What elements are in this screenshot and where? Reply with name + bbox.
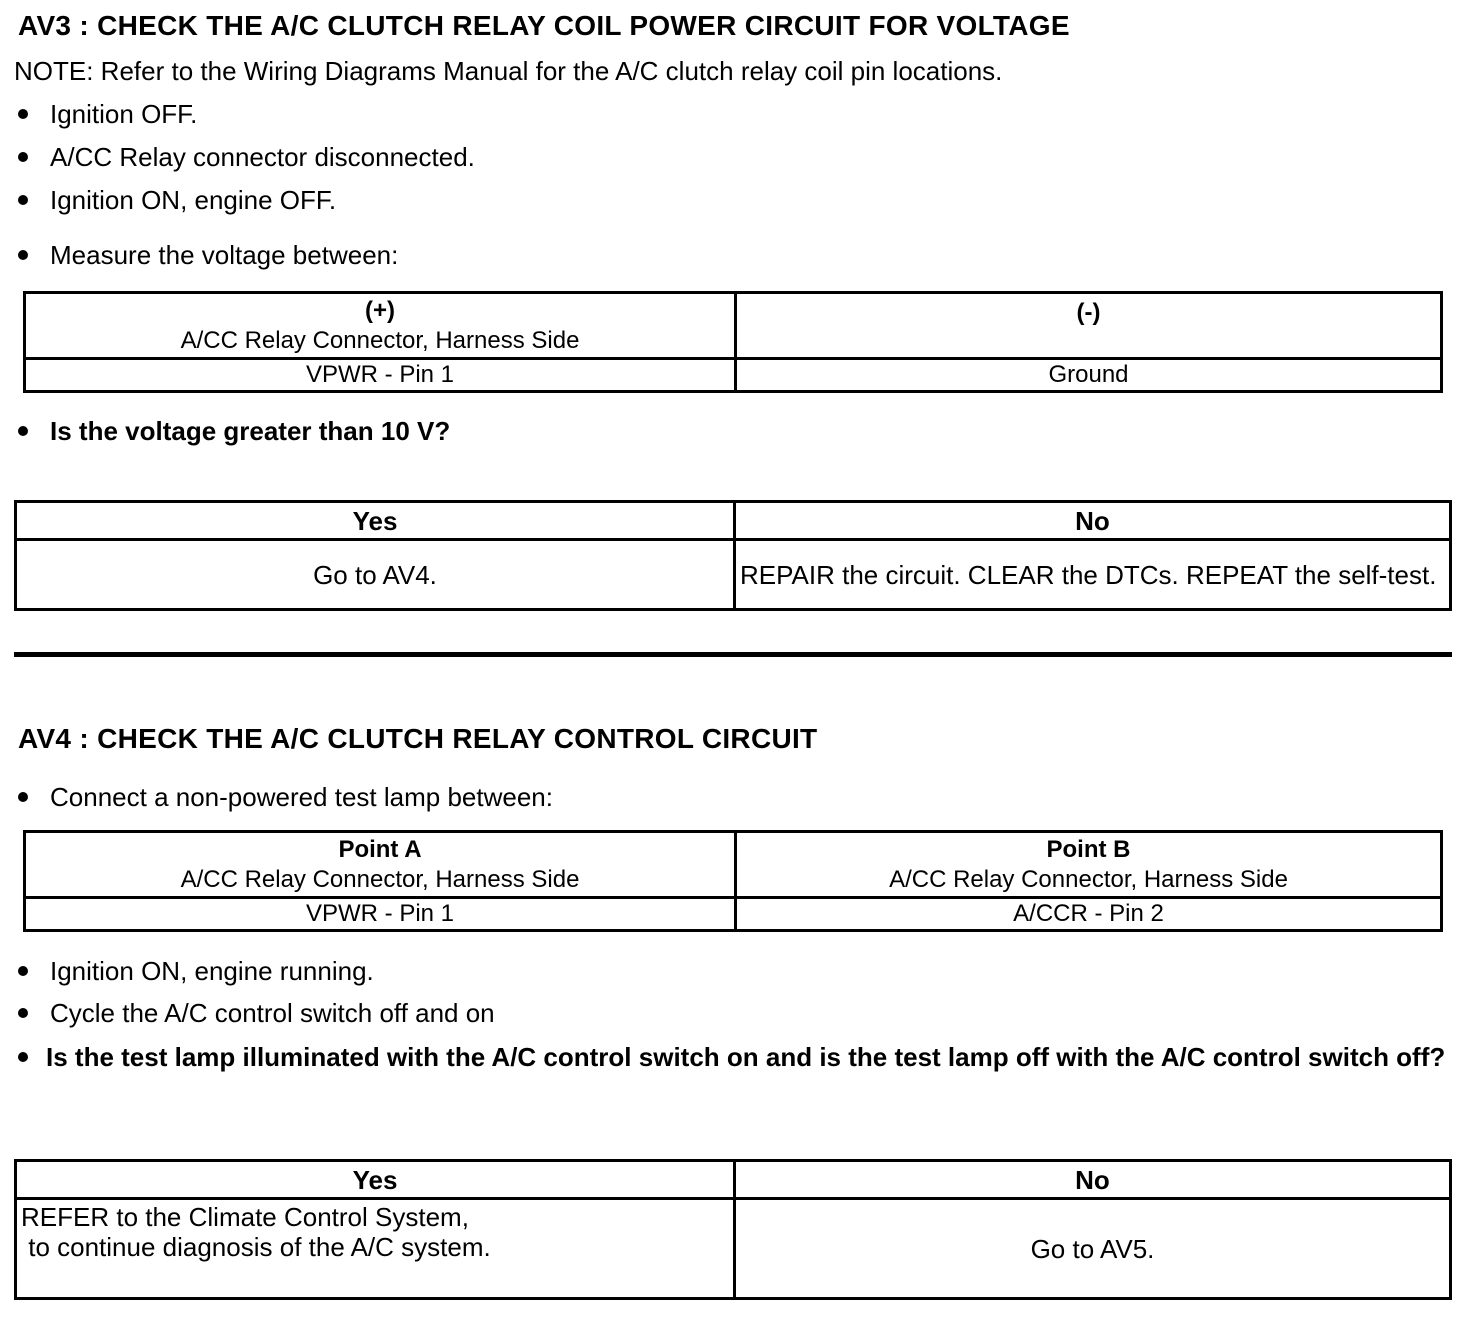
- av4-question: Is the test lamp illuminated with the A/C control switch on and is the test lamp off with the A/C control switch off?: [14, 1041, 1454, 1073]
- av3-measure: Measure the voltage between:: [18, 240, 398, 271]
- av3-yes-header: Yes: [16, 502, 735, 540]
- av4-result-table: [14, 1159, 1452, 1300]
- av3-note: NOTE: Refer to the Wiring Diagrams Manual for the A/C clutch relay coil pin locations.: [14, 56, 1003, 86]
- av3-measure-col2-value: Ground: [736, 359, 1442, 392]
- av3-measure-col1-value: VPWR - Pin 1: [25, 359, 736, 392]
- av4-title: AV4 : CHECK THE A/C CLUTCH RELAY CONTROL CIRCUIT: [18, 723, 818, 754]
- bullet-icon: [18, 109, 28, 119]
- av4-lamp-col2-value: A/CCR - Pin 2: [736, 898, 1442, 931]
- av3-step-2: A/CC Relay connector disconnected.: [18, 142, 475, 173]
- av4-lamp-col1-value: VPWR - Pin 1: [25, 898, 736, 931]
- av4-lamp-table: [23, 830, 1443, 932]
- av4-no-cell: Go to AV5.: [735, 1199, 1451, 1299]
- av4-lamp-col1-header: Point A A/CC Relay Connector, Harness Side: [25, 832, 736, 898]
- section-divider: [14, 652, 1452, 657]
- av4-step-2: Cycle the A/C control switch off and on: [18, 998, 495, 1029]
- av3-measure-col2-header: (-): [736, 293, 1442, 359]
- bullet-icon: [18, 152, 28, 162]
- av3-measure-col1-header: (+) A/CC Relay Connector, Harness Side: [25, 293, 736, 359]
- bullet-icon: [18, 426, 28, 436]
- av4-connect: Connect a non-powered test lamp between:: [18, 782, 553, 813]
- av3-no-header: No: [735, 502, 1451, 540]
- bullet-icon: [18, 792, 28, 802]
- av4-no-header: No: [735, 1161, 1451, 1199]
- bullet-icon: [18, 1008, 28, 1018]
- av3-no-cell: REPAIR the circuit. CLEAR the DTCs. REPEAT the self-test.: [735, 540, 1451, 610]
- av3-result-table: [14, 500, 1452, 611]
- av4-lamp-col2-header: Point B A/CC Relay Connector, Harness Side: [736, 832, 1442, 898]
- av4-yes-header: Yes: [16, 1161, 735, 1199]
- bullet-icon: [18, 1052, 28, 1062]
- av3-step-1: Ignition OFF.: [18, 99, 197, 130]
- bullet-icon: [18, 195, 28, 205]
- av3-yes-cell: Go to AV4.: [16, 540, 735, 610]
- bullet-icon: [18, 966, 28, 976]
- av3-question: Is the voltage greater than 10 V?: [18, 416, 450, 447]
- av4-yes-cell: REFER to the Climate Control System, to continue diagnosis of the A/C system.: [16, 1199, 735, 1299]
- av3-title: AV3 : CHECK THE A/C CLUTCH RELAY COIL POWER CIRCUIT FOR VOLTAGE: [18, 10, 1070, 41]
- av3-measure-table: [23, 291, 1443, 393]
- av4-step-1: Ignition ON, engine running.: [18, 956, 374, 987]
- bullet-icon: [18, 250, 28, 260]
- av3-step-3: Ignition ON, engine OFF.: [18, 185, 336, 216]
